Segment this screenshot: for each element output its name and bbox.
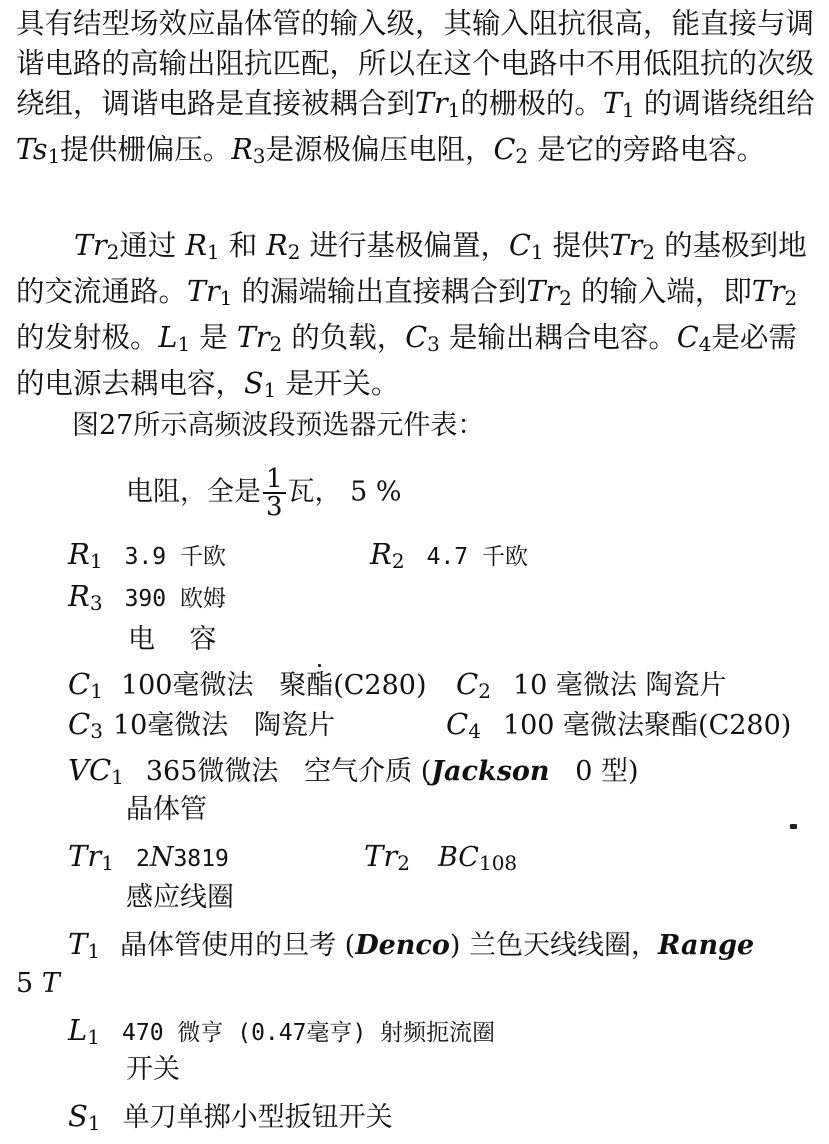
capacitors-heading: 电 容 xyxy=(128,624,217,655)
text-run: 的栅极的。 xyxy=(460,87,603,120)
text-run: 是开关。 xyxy=(276,367,400,400)
text-run: 的负载， xyxy=(282,321,406,354)
scan-speck xyxy=(790,824,797,829)
text-run: 是输出耦合电容。 xyxy=(439,321,677,354)
part-c4: $C_4$ 100 毫微法聚酯(C280) xyxy=(446,707,792,743)
paragraph-1 xyxy=(16,4,816,176)
symbol-subscript: 3 xyxy=(427,332,440,356)
symbol-c1: C xyxy=(509,229,531,262)
text-run: 是源极偏压电阻， xyxy=(265,133,494,166)
text-run: 的调谐绕组给 xyxy=(634,87,815,120)
symbol-tr2: Tr xyxy=(609,229,643,262)
inductors-heading: 感应线圈 xyxy=(126,882,234,913)
paragraph-2 xyxy=(16,226,816,410)
text-run: 的发射极。 xyxy=(16,321,159,354)
symbol-tr1: Tr xyxy=(187,275,220,308)
symbol-subscript: 1 xyxy=(621,98,635,122)
text-run: 的输入端，即 xyxy=(571,275,752,308)
symbol-tr2: Tr xyxy=(236,321,270,354)
symbol-subscript: 2 xyxy=(106,240,120,264)
part-s1: $S_1$ 单刀单掷小型扳钮开关 xyxy=(68,1099,393,1135)
part-c3: $C_3$ 10毫微法 陶瓷片 xyxy=(68,707,336,743)
symbol-subscript: 2 xyxy=(559,286,572,310)
part-tr2: $Tr_2$ $BC_{108}$ xyxy=(364,839,518,875)
symbol-subscript: 1 xyxy=(263,378,277,402)
symbol-tr2: Tr xyxy=(751,275,785,308)
text-run: 是 xyxy=(190,321,237,354)
parts-list-intro: 图27所示高频波段预选器元件表： xyxy=(72,410,485,441)
text-run: 进行基极偏置， xyxy=(300,229,510,262)
part-c2: $C_2$ 10 毫微法 陶瓷片 xyxy=(456,667,727,703)
text-run: 是必需的电源去耦电容， xyxy=(16,321,797,400)
text-run: 通过 xyxy=(119,229,186,262)
fraction-one-third: $\frac{1}{3}$ xyxy=(263,466,286,520)
symbol-subscript: 1 xyxy=(219,286,233,310)
part-l1: $L_1$ 470 微亨 (0.47毫亨) 射频扼流圈 xyxy=(68,1013,496,1049)
symbol-tr2: Tr xyxy=(74,229,107,262)
text-run: 和 xyxy=(219,229,267,262)
symbol-subscript: 3 xyxy=(252,144,266,168)
symbol-t1: T xyxy=(602,87,622,120)
symbol-tr1: Tr xyxy=(415,87,448,120)
transistors-heading: 晶体管 xyxy=(126,794,207,825)
symbol-c3: C xyxy=(405,321,428,354)
part-tr1: $Tr_1$ 2N3819 xyxy=(68,839,229,875)
symbol-subscript: 2 xyxy=(269,332,283,356)
symbol-subscript: 2 xyxy=(784,286,798,310)
text-run: 的基极到地的交流通路。 xyxy=(16,229,807,308)
scan-speck xyxy=(318,664,321,667)
symbol-subscript: 2 xyxy=(515,144,529,168)
part-t1: $T_1$ 晶体管使用的旦考 (Denco) 兰色天线线圈，Range xyxy=(68,927,755,963)
symbol-subscript: 1 xyxy=(447,98,461,122)
symbol-s1: S xyxy=(244,367,264,400)
symbol-tr2: Tr xyxy=(526,275,560,308)
symbol-subscript: 1 xyxy=(206,240,220,264)
text-run: 提供栅偏压。 xyxy=(60,133,232,166)
switch-heading: 开关 xyxy=(126,1054,180,1085)
part-r1: $R_1$ 3.9 千欧 xyxy=(68,537,226,573)
symbol-l1: L xyxy=(158,321,178,354)
symbol-r2: R xyxy=(266,229,288,262)
symbol-subscript: 1 xyxy=(177,332,191,356)
resistors-heading: 电阻，全是 $\frac{1}{3}$ 瓦， 5 % xyxy=(126,464,402,522)
part-t1-continued: 5 T xyxy=(16,968,60,999)
symbol-r1: R xyxy=(185,229,207,262)
text-run: 的漏端输出直接耦合到 xyxy=(232,275,527,308)
symbol-subscript: 1 xyxy=(530,240,544,264)
symbol-subscript: 2 xyxy=(287,240,301,264)
text-run: 是它的旁路电容。 xyxy=(528,133,766,166)
part-r3: $R_3$ 390 欧姆 xyxy=(68,579,226,615)
symbol-c4: C xyxy=(676,321,699,354)
symbol-c2: C xyxy=(493,133,516,166)
symbol-r3: R xyxy=(231,133,253,166)
symbol-subscript: 4 xyxy=(698,332,712,356)
symbol-subscript: 1 xyxy=(47,144,61,168)
part-r2: $R_2$ 4.7 千欧 xyxy=(370,537,528,573)
symbol-ts1: Ts xyxy=(16,133,48,166)
part-vc1: $VC_1$ 365微微法 空气介质 (Jackson 0 型) xyxy=(68,753,639,789)
part-c1: $C_1$ 100毫微法 聚酯(C280) xyxy=(68,667,427,703)
symbol-subscript: 2 xyxy=(642,240,656,264)
text-run: 提供 xyxy=(543,229,610,262)
text-run: 具有结型场效应晶体管的输入级，其输入阻抗很高，能直接与调谐电路的高输出阻抗匹配，所以在这个电路中不用低阻抗的次级绕组，调谐电路是直接被耦合到 xyxy=(16,7,815,120)
